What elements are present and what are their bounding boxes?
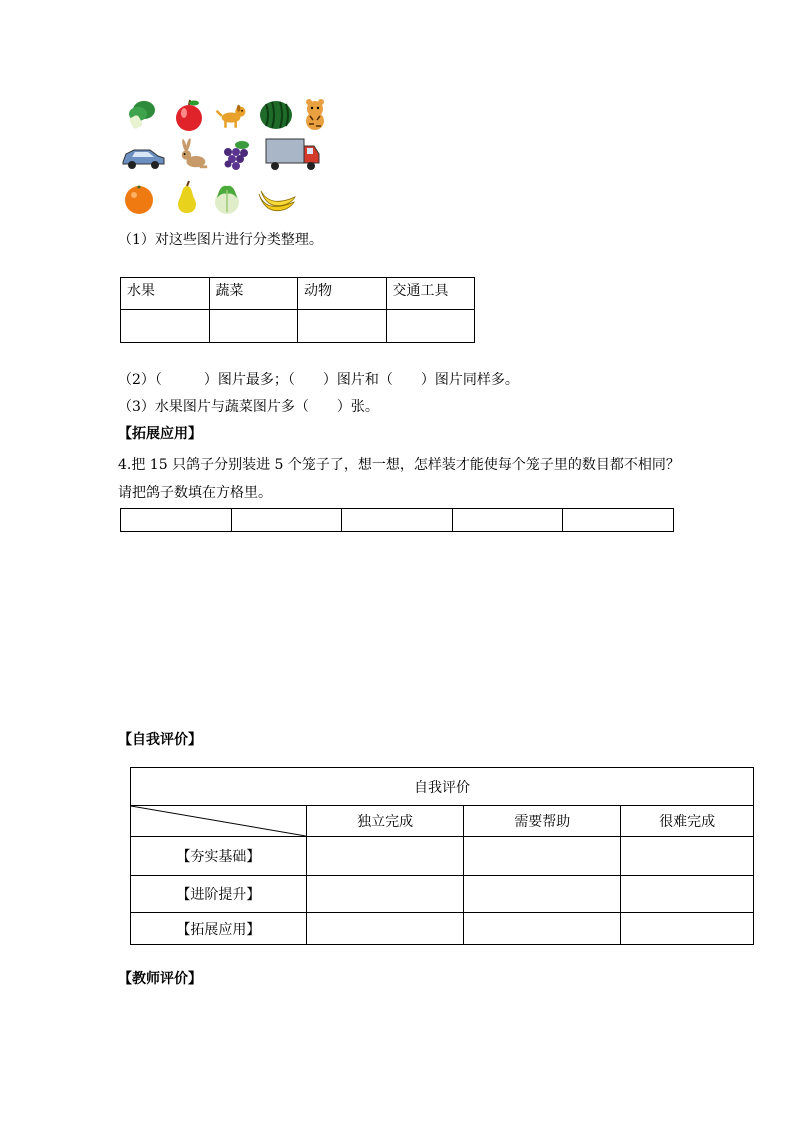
eval-cell[interactable] — [621, 876, 754, 913]
eval-cell[interactable] — [464, 837, 621, 876]
column-independent: 独立完成 — [306, 806, 464, 837]
answer-box[interactable] — [452, 509, 563, 532]
row-label-basics: 【夯实基础】 — [131, 837, 307, 876]
header-vehicle: 交通工具 — [386, 278, 475, 310]
header-animal: 动物 — [298, 278, 387, 310]
tiger-icon — [298, 98, 332, 132]
truck-icon — [262, 136, 322, 174]
orange-icon — [122, 182, 156, 216]
answer-box[interactable] — [121, 509, 232, 532]
answer-box[interactable] — [563, 509, 674, 532]
apple-icon — [172, 98, 206, 132]
q4-line2: 请把鸽子数填在方格里。 — [118, 485, 272, 501]
q3-text: （3）水果图片与蔬菜图片多（ ）张。 — [118, 399, 379, 415]
eval-cell[interactable] — [464, 913, 621, 945]
eval-cell[interactable] — [464, 876, 621, 913]
eval-cell[interactable] — [621, 837, 754, 876]
grapes-icon — [218, 138, 252, 172]
pear-icon — [170, 180, 204, 216]
header-fruit: 水果 — [121, 278, 210, 310]
diagonal-header-cell — [131, 806, 307, 837]
classification-table — [120, 277, 475, 343]
car-icon — [120, 140, 166, 174]
self-eval-table — [130, 767, 754, 945]
q4-line1: 4.把 15 只鸽子分别装进 5 个笼子了，想一想，怎样装才能使每个笼子里的数目都不相同？ — [118, 457, 680, 473]
dog-icon — [214, 98, 248, 132]
eval-cell[interactable] — [306, 837, 464, 876]
q2-text: （2）（ ）图片最多；（ ）图片和（ ）图片同样多。 — [118, 372, 519, 388]
header-vegetable: 蔬菜 — [209, 278, 298, 310]
answer-cell-vehicle[interactable] — [386, 310, 475, 343]
section-extend-title: 【拓展应用】 — [118, 426, 202, 442]
answer-cell-vegetable[interactable] — [209, 310, 298, 343]
self-eval-table-title: 自我评价 — [131, 768, 754, 806]
banana-icon — [256, 184, 298, 216]
answer-cell-fruit[interactable] — [121, 310, 210, 343]
answer-box[interactable] — [231, 509, 342, 532]
row-label-advanced: 【进阶提升】 — [131, 876, 307, 913]
eval-cell[interactable] — [621, 913, 754, 945]
row-label-extension: 【拓展应用】 — [131, 913, 307, 945]
column-difficult: 很难完成 — [621, 806, 754, 837]
rabbit-icon — [176, 138, 212, 172]
eval-cell[interactable] — [306, 913, 464, 945]
cabbage-icon — [210, 180, 244, 216]
section-teacher-eval-title: 【教师评价】 — [118, 971, 202, 987]
eval-cell[interactable] — [306, 876, 464, 913]
answer-cell-animal[interactable] — [298, 310, 387, 343]
column-need-help: 需要帮助 — [464, 806, 621, 837]
section-self-eval-title: 【自我评价】 — [118, 732, 202, 748]
answer-box[interactable] — [342, 509, 453, 532]
pigeon-answer-grid — [120, 508, 674, 532]
vegetable-icon — [124, 98, 158, 132]
watermelon-icon — [258, 98, 294, 132]
q1-prompt: （1）对这些图片进行分类整理。 — [118, 232, 323, 248]
